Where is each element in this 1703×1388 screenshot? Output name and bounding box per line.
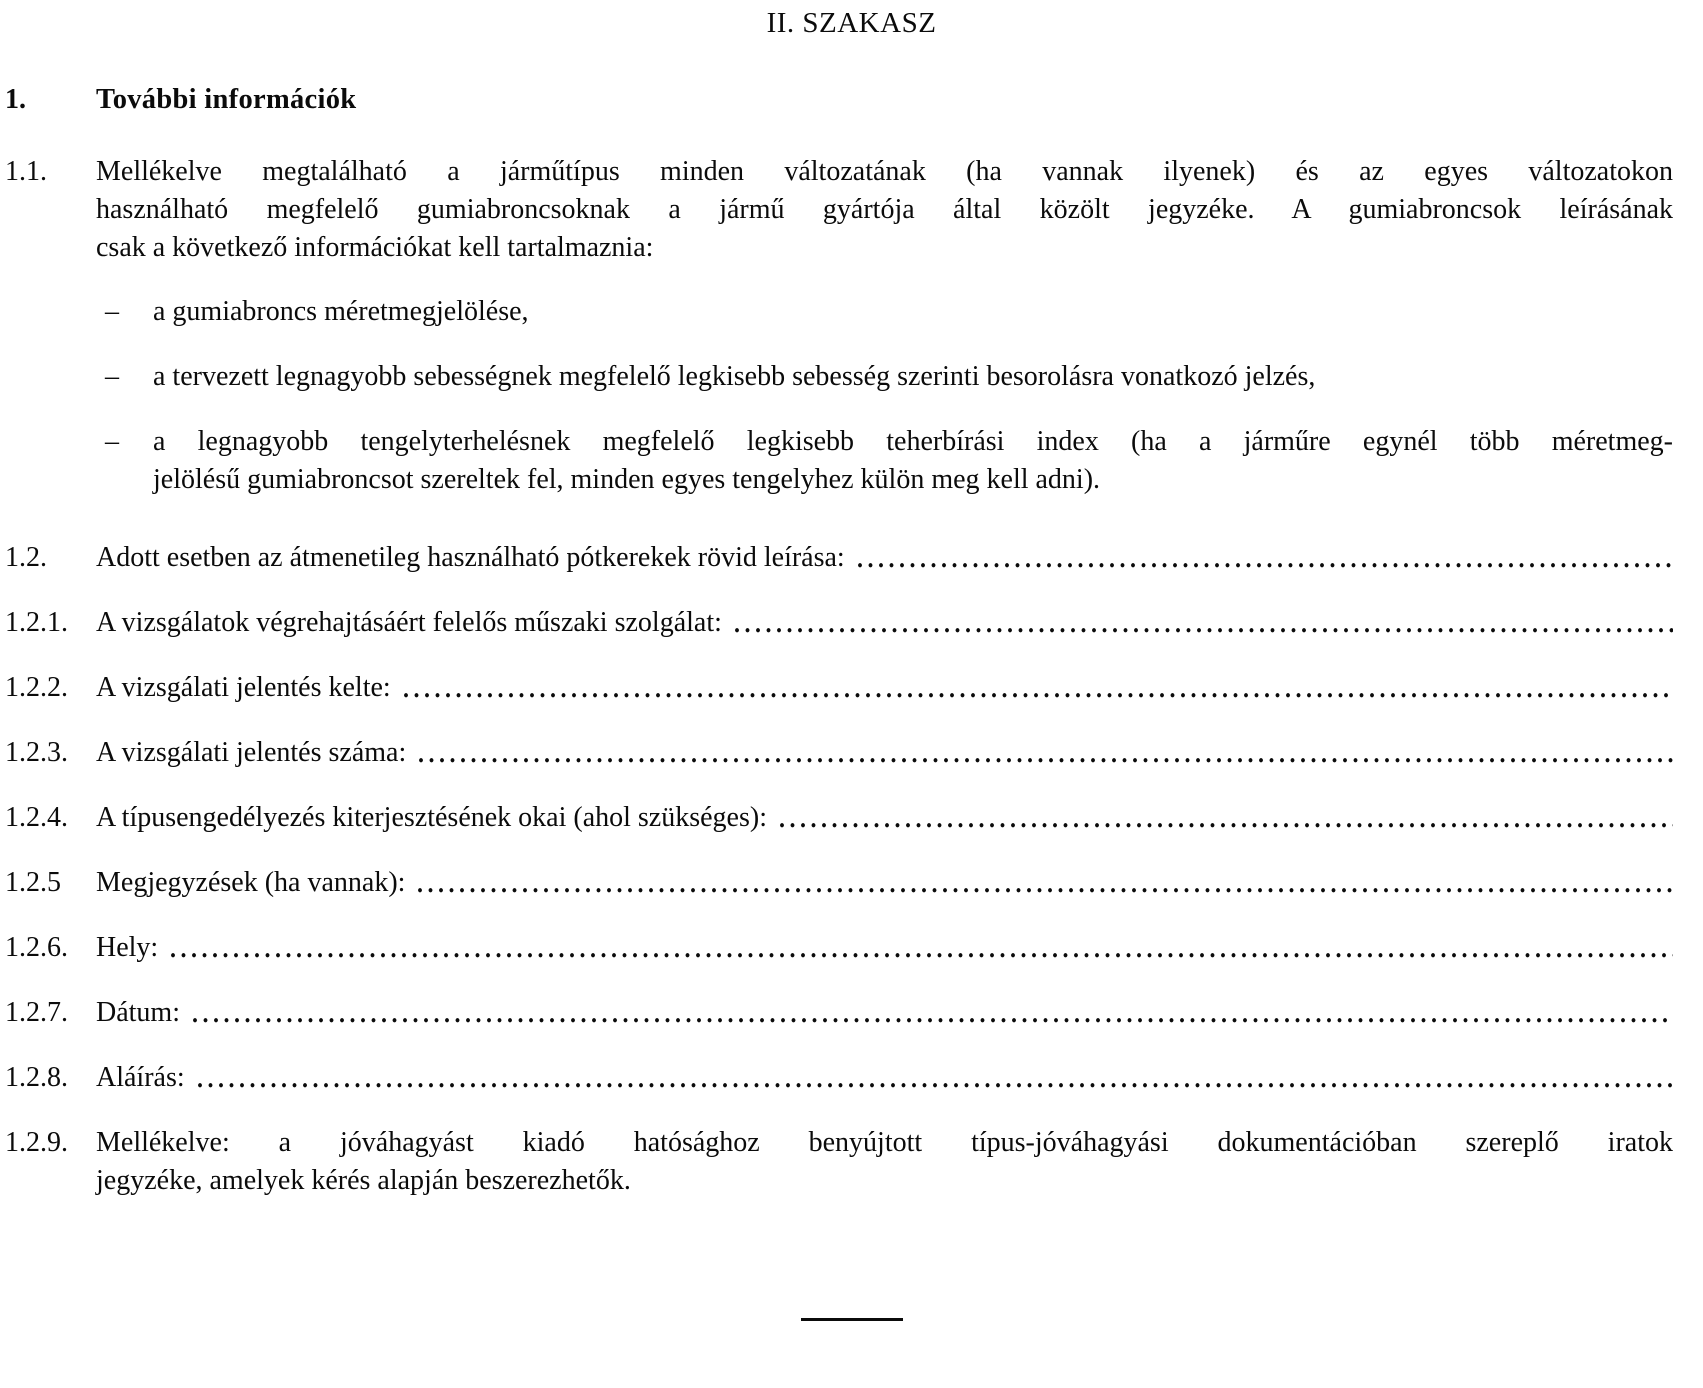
paragraph-line: Mellékelve megtalálható a járműtípus minden változatának (ha vannak ilyenek) és az egyes változatokon: [96, 156, 1673, 187]
bullet-item: [105, 358, 1673, 396]
field-label: Aláírás:: [96, 1062, 185, 1093]
field-number: 1.2.3.: [5, 737, 68, 768]
item-1-2-9: [5, 1124, 1673, 1200]
bullet-line: jelölésű gumiabroncsot szereltek fel, minden egyes tengelyhez külön meg kell adni).: [153, 464, 1101, 495]
bullet-item: [105, 293, 1673, 331]
field-line: [96, 799, 1673, 837]
bullet-text: [153, 423, 1673, 499]
bullet-list: [5, 293, 1673, 499]
field-number: 1.2.2.: [5, 672, 68, 703]
field-line: [96, 929, 1673, 967]
field-1-2-7: [5, 994, 1673, 1032]
field-label: Adott esetben az átmenetileg használható pótkerekek rövid leírása:: [96, 542, 845, 573]
end-rule: [801, 1318, 903, 1321]
field-number: 1.2.7.: [5, 997, 68, 1028]
field-number: 1.2.: [5, 542, 47, 573]
field-label: Dátum:: [96, 997, 180, 1028]
document-title: II. SZAKASZ: [766, 7, 937, 39]
field-1-2-1: [5, 604, 1673, 642]
field-number: 1.2.5: [5, 867, 61, 898]
field-label: A vizsgálati jelentés kelte:: [96, 672, 391, 703]
field-number: 1.2.6.: [5, 932, 68, 963]
paragraph-line: csak a következő információkat kell tartalmaznia:: [96, 232, 654, 263]
field-line: [96, 994, 1673, 1032]
item-number: 1.1.: [5, 156, 47, 187]
field-1-2: [5, 539, 1673, 577]
dotted-leader: [404, 669, 1673, 707]
field-line: [96, 1059, 1673, 1097]
field-line: [96, 539, 1673, 577]
field-label: Hely:: [96, 932, 159, 963]
field-1-2-8: [5, 1059, 1673, 1097]
section-heading: További információk: [96, 84, 357, 115]
bullet-text: a tervezett legnagyobb sebességnek megfelelő legkisebb sebesség szerinti besorolásra vonatkozó jelzés,: [153, 361, 1316, 392]
paragraph-line: használható megfelelő gumiabroncsoknak a jármű gyártója által közölt jegyzéke. A gumiabroncsok leírásának: [96, 194, 1673, 225]
paragraph-line: jegyzéke, amelyek kérés alapján beszerezhetők.: [96, 1165, 631, 1196]
field-line: [96, 864, 1673, 902]
dash-marker: –: [105, 426, 119, 457]
field-1-2-6: [5, 929, 1673, 967]
field-label: A vizsgálatok végrehajtásáért felelős műszaki szolgálat:: [96, 607, 722, 638]
closing-paragraph: [96, 1124, 1673, 1200]
field-number: 1.2.4.: [5, 802, 68, 833]
section-heading-row: [5, 81, 1673, 119]
dotted-leader: [735, 604, 1673, 642]
field-label: A vizsgálati jelentés száma:: [96, 737, 407, 768]
item-number: 1.2.9.: [5, 1127, 68, 1158]
dotted-leader: [198, 1059, 1673, 1097]
bullet-line: a legnagyobb tengelyterhelésnek megfelelő legkisebb teherbírási index (ha a járműre egynél több méretmeg-: [153, 426, 1673, 457]
field-number: 1.2.8.: [5, 1062, 68, 1093]
dotted-leader: [193, 994, 1673, 1032]
dotted-leader: [171, 929, 1673, 967]
field-1-2-5: [5, 864, 1673, 902]
item-1-1: [5, 153, 1673, 267]
field-1-2-4: [5, 799, 1673, 837]
field-line: [96, 734, 1673, 772]
field-1-2-3: [5, 734, 1673, 772]
field-label: Megjegyzések (ha vannak):: [96, 867, 406, 898]
field-label: A típusengedélyezés kiterjesztésének okai (ahol szükséges):: [96, 802, 767, 833]
field-line: [96, 669, 1673, 707]
dotted-leader: [418, 864, 1673, 902]
dotted-leader: [419, 734, 1673, 772]
section-number: 1.: [5, 84, 26, 115]
bullet-item: [105, 423, 1673, 499]
dash-marker: –: [105, 361, 119, 392]
paragraph-line: Mellékelve: a jóváhagyást kiadó hatósághoz benyújtott típus-jóváhagyási dokumentációban szereplő iratok: [96, 1127, 1673, 1158]
intro-paragraph: [96, 153, 1673, 267]
dotted-leader: [780, 799, 1673, 837]
dash-marker: –: [105, 296, 119, 327]
bullet-text: a gumiabroncs méretmegjelölése,: [153, 296, 529, 327]
dotted-leader: [858, 539, 1673, 577]
field-number: 1.2.1.: [5, 607, 68, 638]
field-line: [96, 604, 1673, 642]
field-1-2-2: [5, 669, 1673, 707]
document-content: [0, 81, 1703, 1200]
